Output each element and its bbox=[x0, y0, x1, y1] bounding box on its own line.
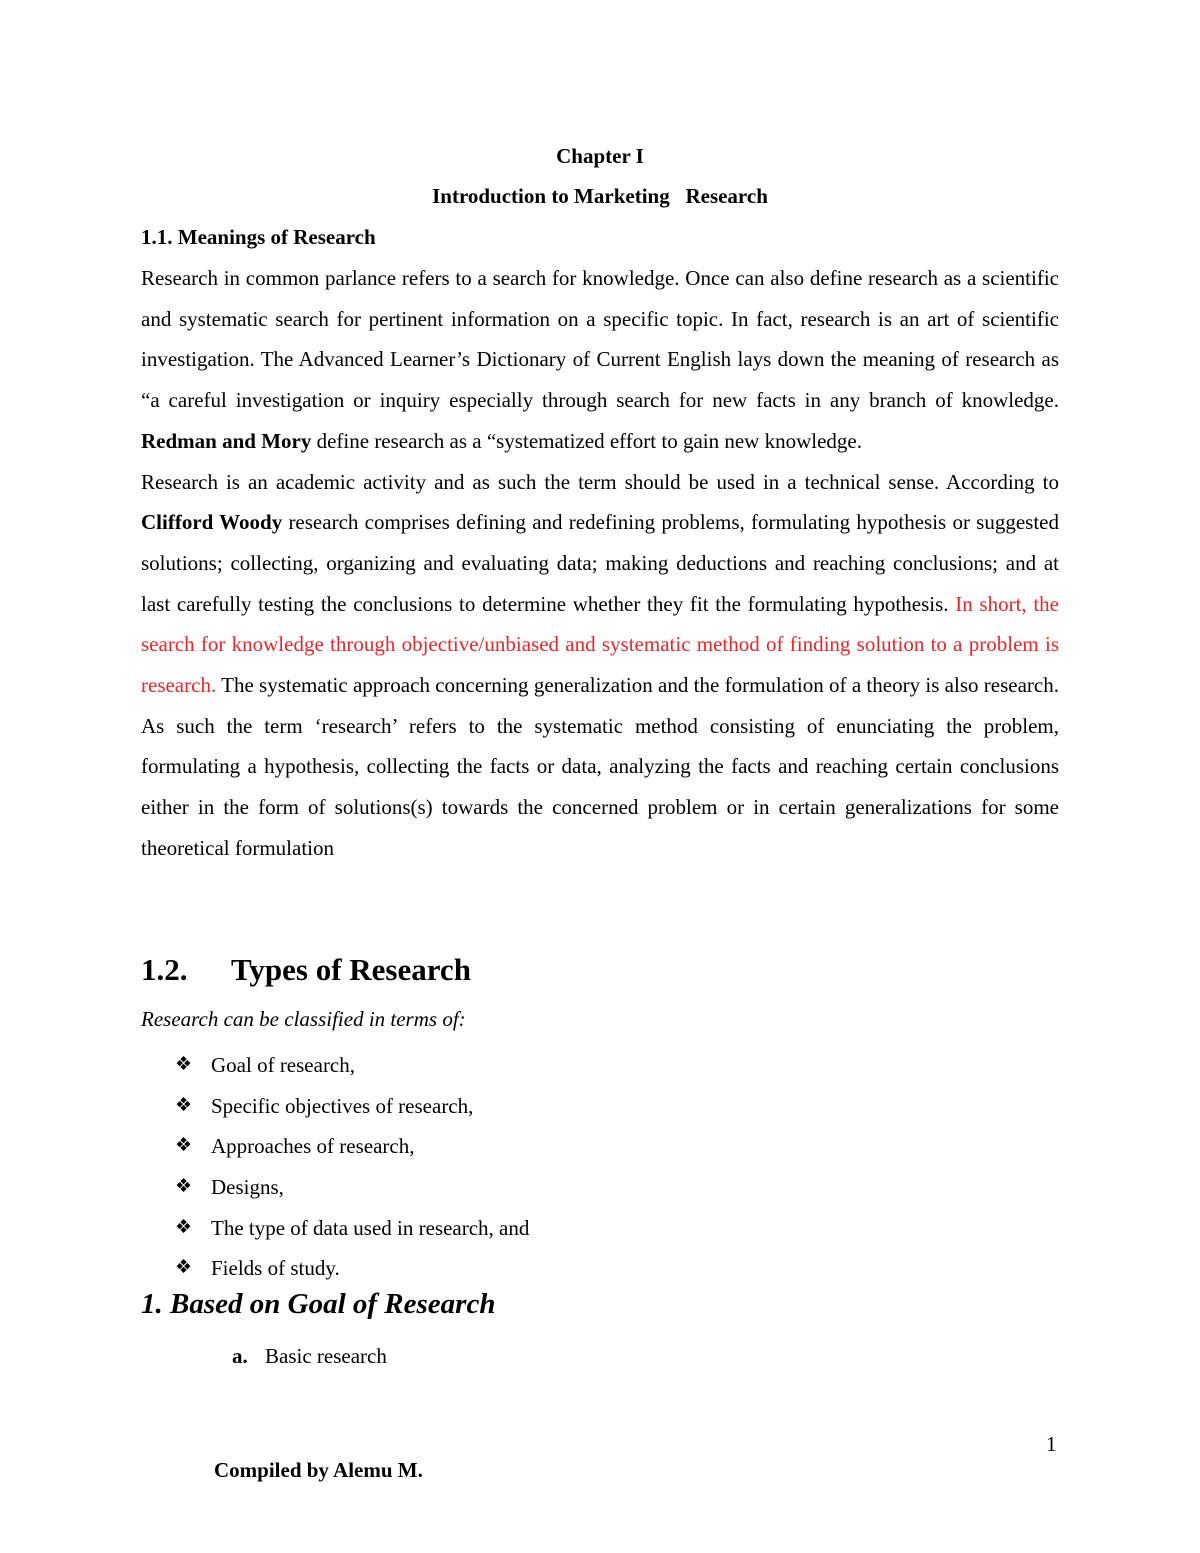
text-run: The systematic approach concerning generalization and the formulation of a theory is also research. As such the term ‘research’ refers to the systematic method consisting of enunciating the problem, formulating a hypothesis, collecting the facts or data, analyzing the facts and reaching certain conclusions either in the form of solutions(s) towards the concerned problem or in certain generalizations for some theoretical formulation bbox=[141, 673, 1059, 860]
four-petal-diamond-icon: ❖ bbox=[175, 1176, 193, 1198]
four-petal-diamond-icon: ❖ bbox=[175, 1216, 193, 1238]
paragraph-definition bbox=[141, 462, 1059, 869]
paragraph-meaning bbox=[141, 258, 1059, 462]
text-run: Research in common parlance refers to a search for knowledge. Once can also define research as a scientific and systematic search for pertinent information on a specific topic. In fact, research is an art of scientific investigation. The Advanced Learner’s Dictionary of Current English lays down the meaning of research as “a careful investigation or inquiry especially through search for new facts in any branch of knowledge. bbox=[141, 266, 1059, 413]
four-petal-diamond-icon: ❖ bbox=[175, 1135, 193, 1157]
sub-item-text: Basic research bbox=[265, 1344, 387, 1368]
section-number: 1.2. bbox=[141, 952, 188, 987]
heading-goal-of-research: 1. Based on Goal of Research bbox=[141, 1288, 496, 1320]
body-text bbox=[141, 258, 1059, 869]
section-title: Types of Research bbox=[231, 952, 471, 987]
four-petal-diamond-icon: ❖ bbox=[175, 1054, 193, 1076]
text-run: Research is an academic activity and as such the term should be used in a technical sense. According to bbox=[141, 469, 1059, 494]
page-number: 1 bbox=[1046, 1432, 1057, 1456]
four-petal-diamond-icon: ❖ bbox=[175, 1094, 193, 1116]
section-heading-meanings: 1.1. Meanings of Research bbox=[141, 225, 376, 249]
four-petal-diamond-icon: ❖ bbox=[175, 1257, 193, 1279]
list-item-text: Specific objectives of research, bbox=[211, 1093, 474, 1118]
chapter-title: Introduction to Marketing Research bbox=[432, 184, 768, 208]
sub-list-item bbox=[232, 1344, 387, 1369]
section-heading-types bbox=[141, 952, 471, 988]
list-item bbox=[175, 1045, 529, 1086]
list-item-text: Approaches of research, bbox=[211, 1134, 415, 1159]
classification-intro: Research can be classified in terms of: bbox=[141, 1007, 466, 1031]
list-item bbox=[175, 1086, 529, 1127]
highlighted-definition: In short, the search for knowledge through objective/unbiased and systematic method of finding solution to a problem is research. bbox=[141, 591, 1060, 698]
list-item-text: The type of data used in research, and bbox=[211, 1215, 530, 1240]
list-item bbox=[175, 1167, 529, 1208]
list-item bbox=[175, 1207, 529, 1248]
classification-list bbox=[175, 1045, 529, 1289]
list-item bbox=[175, 1248, 529, 1289]
chapter-heading: Chapter I bbox=[556, 144, 644, 168]
list-item-text: Goal of research, bbox=[211, 1053, 356, 1078]
list-item-text: Designs, bbox=[211, 1175, 284, 1200]
text-run: define research as a “systematized effort to gain new knowledge. bbox=[311, 428, 862, 453]
sub-item-label: a. bbox=[232, 1344, 248, 1368]
author-name: Clifford Woody bbox=[141, 510, 283, 535]
list-item-text: Fields of study. bbox=[211, 1256, 340, 1281]
text-run: research comprises defining and redefining problems, formulating hypothesis or suggested solutions; collecting, organizing and evaluating data; making deductions and reaching conclusions; and at last carefully testing the conclusions to determine whether they fit the formulating hypothesis. bbox=[141, 510, 1059, 616]
list-item bbox=[175, 1126, 529, 1167]
author-name: Redman and Mory bbox=[141, 428, 312, 453]
footer-text: Compiled by Alemu M. bbox=[214, 1458, 423, 1482]
